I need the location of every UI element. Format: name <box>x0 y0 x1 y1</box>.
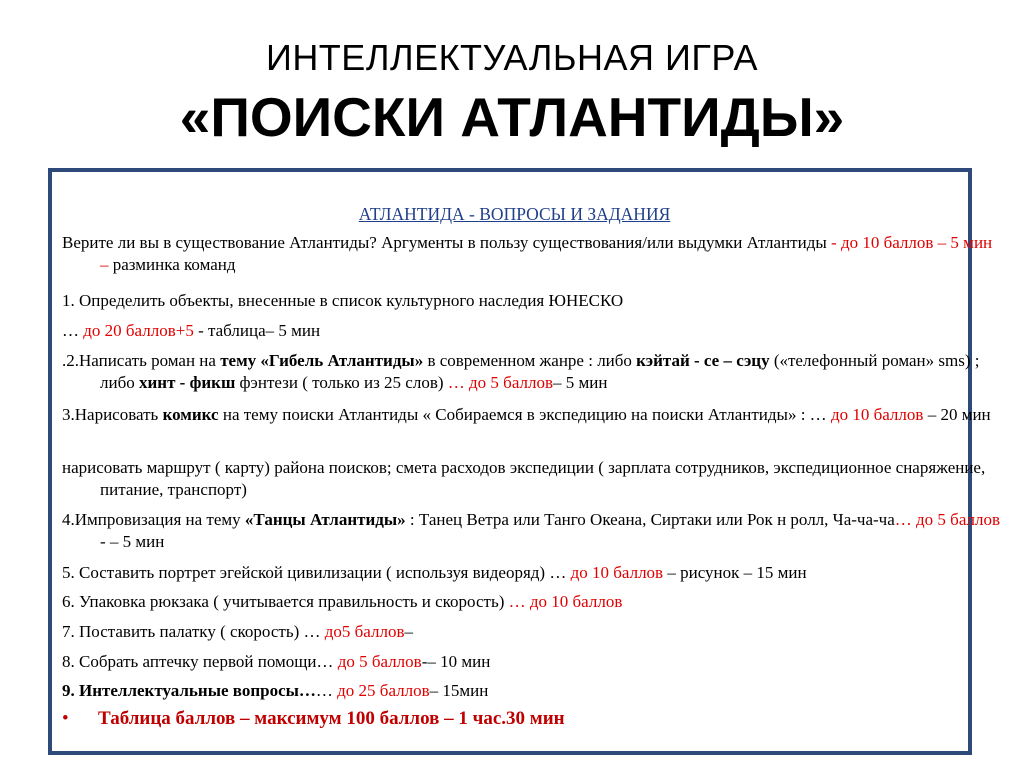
item-text: -– 10 мин <box>421 652 491 671</box>
item-points: до 20 баллов+5 <box>83 321 194 340</box>
item-text: разминка команд <box>112 254 236 274</box>
content-box <box>48 168 1001 755</box>
item-text: 3.Нарисовать <box>62 405 163 424</box>
item-5 <box>62 562 1003 584</box>
item-8 <box>62 651 1003 673</box>
item-bold: «Танцы Атлантиды» <box>244 510 406 529</box>
item-text: нарисовать маршрут ( карту) района поисков; смета расходов экспедиции ( зарплата сотрудников, экспедиционное снаряжение, питание, транспорт) <box>62 458 986 499</box>
item-4 <box>62 509 1003 552</box>
item-text: : Танец Ветра или Танго Океана, Сиртаки или Рок н ролл, Ча-ча-ча <box>405 510 895 529</box>
slide-title-line1: ИНТЕЛЛЕКТУАЛЬНАЯ ИГРА <box>265 37 759 78</box>
item-points: … до 5 баллов <box>447 372 554 392</box>
bullet-icon: • <box>62 708 69 729</box>
item-6 <box>62 591 1003 613</box>
section-heading: АТЛАНТИДА - ВОПРОСЫ И ЗАДАНИЯ <box>358 204 671 224</box>
item-text: 7. Поставить палатку ( скорость) … <box>62 622 325 641</box>
item-text: … <box>62 321 84 340</box>
item-text: – <box>404 622 413 641</box>
item-text: .2.Написать роман на <box>62 351 221 370</box>
item-text: на тему поиски Атлантиды « Собираемся в экспедицию на поиски Атлантиды» : … <box>218 405 831 424</box>
item-text: в современном жанре : либо <box>423 351 637 370</box>
item-9 <box>62 680 1003 702</box>
item-text: 6. Упаковка рюкзака ( учитывается правильность и скорость) <box>62 592 509 611</box>
item-text: («телефонный роман» sms) ; либо <box>100 351 980 392</box>
item-points: до 25 баллов <box>337 681 430 700</box>
item-text: - таблица– 5 мин <box>193 321 321 340</box>
item-text: 8. Собрать аптечку первой помощи… <box>62 652 338 671</box>
item-text: – 15мин <box>429 681 489 700</box>
item-text: фэнтези ( только из 25 слов) <box>235 372 448 392</box>
item-points: - до 10 баллов – 5 мин – <box>100 233 993 274</box>
summary-bullet <box>62 708 965 730</box>
item-points: до 10 баллов <box>570 563 664 582</box>
summary-text: Таблица баллов – максимум 100 баллов – 1 час.30 мин <box>98 708 565 729</box>
item-text: - – 5 мин <box>100 531 165 551</box>
item-points: … до 5 баллов <box>894 510 1001 529</box>
item-text: Верите ли вы в существование Атлантиды? Аргументы в пользу существования/или выдумки Атлантиды <box>62 233 832 252</box>
item-bold: тему «Гибель Атлантиды» <box>220 351 424 370</box>
item-3-route <box>62 457 1003 500</box>
item-1-points <box>62 320 1003 342</box>
item-text: … <box>315 681 338 700</box>
item-text: – 5 мин <box>553 372 608 392</box>
item-bold: комикс <box>162 405 219 424</box>
item-1 <box>62 290 1003 312</box>
item-3 <box>62 404 1003 426</box>
item-text: – 20 мин <box>923 405 991 424</box>
slide-title-line2: «ПОИСКИ АТЛАНТИДЫ» <box>179 86 845 148</box>
item-text: – рисунок – 15 мин <box>663 563 807 582</box>
item-2 <box>62 350 1003 393</box>
item-7 <box>62 621 1003 643</box>
item-text: 4.Импровизация на тему <box>62 510 245 529</box>
item-points: до 10 баллов <box>830 405 924 424</box>
item-points: … до 10 баллов <box>508 592 623 611</box>
item-bold: кэйтай - се – сэцу <box>636 351 770 370</box>
item-warmup <box>62 232 1003 275</box>
item-bold: хинт - фикш <box>138 372 236 392</box>
item-points: до 5 баллов <box>337 652 422 671</box>
item-text: 5. Составить портрет эгейской цивилизации ( используя видеоряд) … <box>62 563 571 582</box>
item-text: 1. Определить объекты, внесенные в список культурного наследия ЮНЕСКО <box>62 291 624 310</box>
item-bold: 9. Интеллектуальные вопросы… <box>62 681 316 700</box>
item-points: до5 баллов <box>324 622 405 641</box>
